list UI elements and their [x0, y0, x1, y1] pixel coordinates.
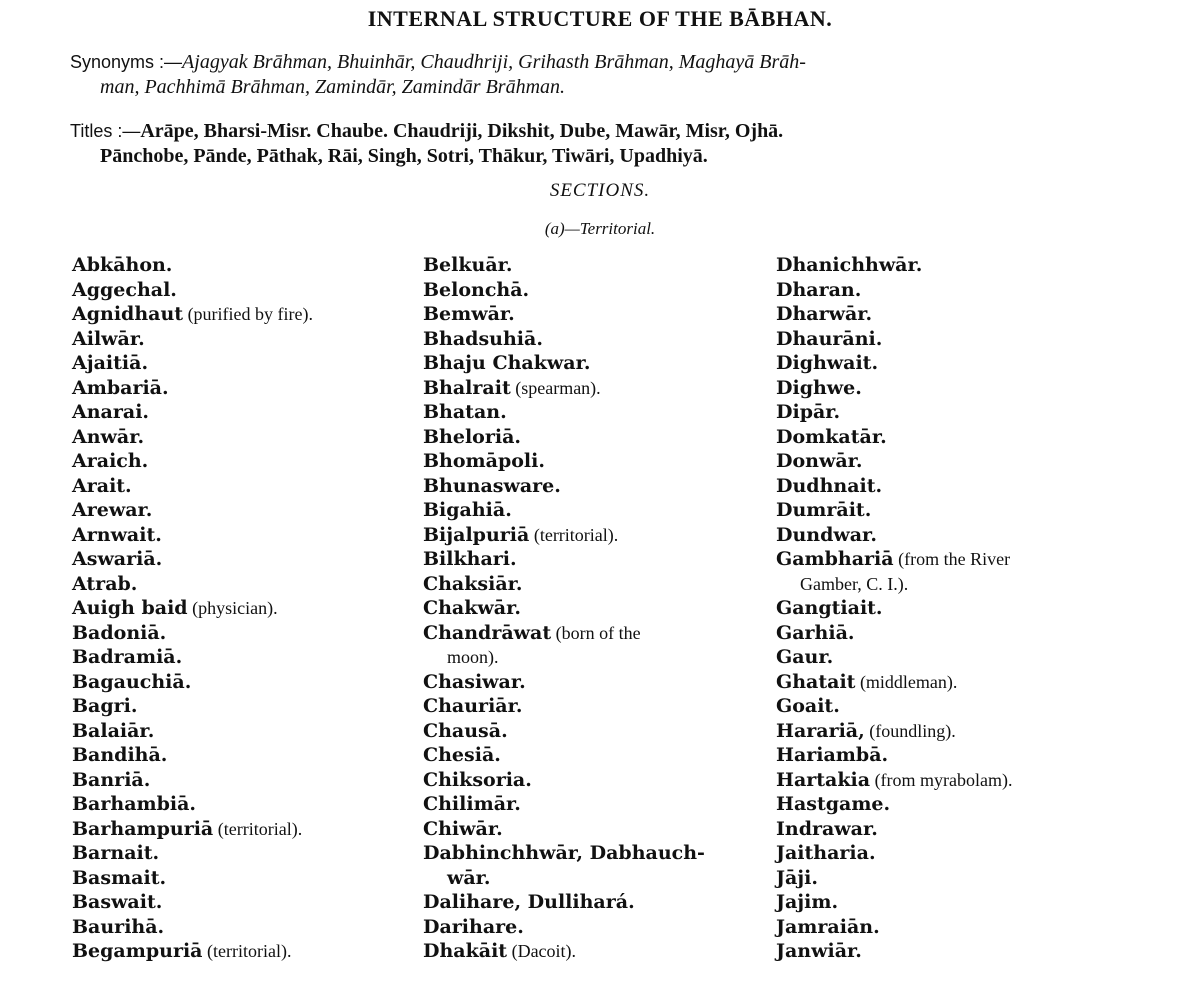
- section-entry: [423, 817, 758, 842]
- synonyms-text-line2: man, Pachhimā Brāhman, Zamindār, Zamindār Brāhman.: [100, 76, 566, 98]
- section-name: Aggechal.: [72, 278, 177, 301]
- section-entry: [423, 523, 758, 548]
- section-entry: [776, 817, 1118, 842]
- synonyms-label: Synonyms :—: [70, 52, 183, 72]
- section-entry: [776, 351, 1118, 376]
- section-entry: [72, 400, 402, 425]
- section-note: (born of the: [551, 622, 641, 643]
- section-name: Jaitharia.: [776, 842, 876, 864]
- section-name: Chilimār.: [423, 793, 521, 815]
- section-name: Chandrāwat: [423, 621, 552, 644]
- section-entry: [423, 327, 758, 352]
- section-entry: [776, 890, 1118, 915]
- section-entry: [423, 768, 758, 793]
- section-entry: [776, 498, 1118, 523]
- section-name: Arnwait.: [72, 523, 162, 546]
- section-entry: [72, 596, 402, 621]
- section-name: Chauriār.: [423, 695, 523, 717]
- section-name: Dharan.: [776, 278, 862, 301]
- section-name: Bagri.: [72, 695, 138, 717]
- section-name: Barhambiā.: [72, 793, 197, 815]
- section-name: Chausā.: [423, 719, 508, 742]
- section-name: Dhakāit: [423, 940, 508, 962]
- section-entry: [72, 376, 402, 401]
- section-name: Bemwār.: [423, 303, 515, 325]
- section-entry: [72, 621, 402, 646]
- section-name: Bhadsuhiā.: [423, 327, 543, 350]
- section-name: Bhatan.: [423, 401, 507, 423]
- section-note-continuation: moon).: [447, 647, 499, 667]
- section-name: Dharwār.: [776, 303, 873, 325]
- section-entry: [72, 694, 402, 719]
- section-entry: [423, 670, 758, 695]
- section-entry: [776, 621, 1118, 646]
- section-name: Dabhinchhwār, Dabhauch-: [423, 842, 705, 864]
- section-name: Abkāhon.: [72, 254, 173, 276]
- section-note: (middleman).: [855, 671, 958, 692]
- titles-label: Titles :—: [70, 121, 141, 141]
- section-note: (territorial).: [213, 818, 303, 839]
- section-name: Jāji.: [776, 866, 819, 889]
- section-entry: [72, 670, 402, 695]
- section-name: Janwiār.: [776, 940, 862, 962]
- section-note: (spearman).: [510, 377, 601, 398]
- section-entry: [423, 351, 758, 376]
- section-name: Arait.: [72, 474, 132, 497]
- section-entry: [72, 351, 402, 376]
- sections-column-2: [423, 253, 758, 964]
- section-name: Bijalpuriā: [423, 523, 530, 546]
- section-entry: [776, 474, 1118, 499]
- section-name: Gangtiait.: [776, 597, 883, 619]
- titles-paragraph: [70, 119, 1120, 169]
- section-name: Hariambā.: [776, 744, 889, 766]
- section-name: Auigh baid: [72, 597, 188, 619]
- section-entry: [423, 498, 758, 523]
- section-name: Dudhnait.: [776, 474, 883, 497]
- section-entry: [72, 253, 402, 278]
- section-entry: [72, 890, 402, 915]
- section-name: Chiksoria.: [423, 768, 532, 791]
- synonyms-paragraph: [70, 50, 1120, 100]
- section-name: Harariā,: [776, 719, 865, 742]
- section-entry: [72, 474, 402, 499]
- section-name: Jajim.: [776, 891, 839, 913]
- section-name: Barnait.: [72, 842, 160, 864]
- section-name: Jamraiān.: [776, 915, 880, 938]
- section-name: Darihare.: [423, 915, 524, 938]
- section-name: Indrawar.: [776, 817, 878, 840]
- section-entry: [776, 327, 1118, 352]
- section-entry: [776, 449, 1118, 474]
- section-entry: [423, 621, 758, 670]
- section-entry: [776, 694, 1118, 719]
- section-name: Chiwār.: [423, 817, 503, 840]
- section-name: Begampuriā: [72, 940, 203, 962]
- section-name: Bhomāpoli.: [423, 450, 545, 472]
- section-name: Goait.: [776, 695, 840, 717]
- territorial-subheading: (a)—Territorial.: [544, 219, 656, 238]
- section-name: Baurihā.: [72, 915, 165, 938]
- synonyms-text-line1: Ajagyak Brāhman, Bhuinhār, Chaudhriji, Grihasth Brāhman, Maghayā Brāh-: [182, 51, 806, 73]
- section-name: Dighwe.: [776, 376, 862, 399]
- section-name-continuation: wār.: [447, 866, 491, 889]
- section-entry: [776, 278, 1118, 303]
- section-name: Bagauchiā.: [72, 670, 192, 693]
- section-entry: [776, 841, 1118, 866]
- section-entry: [423, 694, 758, 719]
- section-entry: [776, 670, 1118, 695]
- section-note: (physician).: [187, 598, 278, 618]
- section-entry: [423, 425, 758, 450]
- section-note: (foundling).: [864, 720, 956, 741]
- section-name: Belonchā.: [423, 278, 530, 301]
- section-entry: [776, 376, 1118, 401]
- section-entry: [72, 939, 402, 964]
- section-name: Anarai.: [72, 401, 150, 423]
- titles-text-line2: Pānchobe, Pānde, Pāthak, Rāi, Singh, Sotri, Thākur, Tiwāri, Upadhiyā.: [100, 145, 708, 167]
- section-entry: [72, 915, 402, 940]
- section-name: Chaksiār.: [423, 572, 523, 595]
- section-entry: [423, 743, 758, 768]
- section-name: Badramiā.: [72, 646, 183, 668]
- section-name: Donwār.: [776, 450, 863, 472]
- section-name: Ajaitiā.: [72, 352, 149, 374]
- section-entry: [72, 841, 402, 866]
- section-entry: [72, 572, 402, 597]
- section-entry: [776, 866, 1118, 891]
- section-entry: [423, 596, 758, 621]
- section-name: Gambhariā: [776, 548, 894, 570]
- section-entry: [72, 645, 402, 670]
- section-name: Balaiār.: [72, 719, 155, 742]
- section-note: (Dacoit).: [507, 941, 577, 961]
- section-entry: [423, 400, 758, 425]
- section-name: Anwār.: [72, 425, 145, 448]
- section-entry: [72, 523, 402, 548]
- section-entry: [423, 572, 758, 597]
- section-entry: [776, 915, 1118, 940]
- section-name: Hastgame.: [776, 793, 891, 815]
- section-entry: [423, 841, 758, 890]
- section-entry: [776, 596, 1118, 621]
- section-entry: [776, 547, 1118, 596]
- section-entry: [776, 425, 1118, 450]
- section-name: Banriā.: [72, 768, 151, 791]
- section-entry: [776, 792, 1118, 817]
- section-entry: [776, 719, 1118, 744]
- section-entry: [423, 890, 758, 915]
- section-entry: [776, 743, 1118, 768]
- section-name: Ghatait: [776, 670, 856, 693]
- titles-text-line1: Arāpe, Bharsi-Misr. Chaube. Chaudriji, Dikshit, Dube, Mawār, Misr, Ojhā.: [140, 120, 784, 142]
- section-entry: [423, 302, 758, 327]
- section-entry: [776, 253, 1118, 278]
- section-name: Dalihare, Dullihará.: [423, 891, 635, 913]
- section-name: Chasiwar.: [423, 670, 526, 693]
- section-name: Chakwār.: [423, 597, 521, 619]
- section-name: Chesiā.: [423, 744, 501, 766]
- section-entry: [776, 768, 1118, 793]
- section-entry: [72, 743, 402, 768]
- section-name: Atrab.: [72, 572, 138, 595]
- section-name: Garhiā.: [776, 621, 855, 644]
- section-entry: [423, 253, 758, 278]
- section-entry: [776, 302, 1118, 327]
- section-entry: [776, 939, 1118, 964]
- section-entry: [423, 449, 758, 474]
- section-name: Aswariā.: [72, 548, 163, 570]
- section-note: (purified by fire).: [183, 304, 314, 324]
- section-entry: [776, 645, 1118, 670]
- section-entry: [72, 768, 402, 793]
- section-name: Bhaju Chakwar.: [423, 352, 591, 374]
- section-entry: [423, 915, 758, 940]
- section-name: Bhunasware.: [423, 474, 561, 497]
- sections-heading: SECTIONS.: [549, 180, 651, 201]
- section-name: Ambariā.: [72, 376, 169, 399]
- section-entry: [72, 449, 402, 474]
- section-note-continuation: Gamber, C. I.).: [800, 573, 909, 594]
- section-name: Baswait.: [72, 891, 163, 913]
- section-name: Dumrāit.: [776, 499, 872, 521]
- section-entry: [72, 327, 402, 352]
- section-name: Bheloriā.: [423, 425, 522, 448]
- section-name: Basmait.: [72, 866, 167, 889]
- section-name: Dhaurāni.: [776, 327, 883, 350]
- section-name: Barhampuriā: [72, 817, 214, 840]
- section-name: Belkuār.: [423, 254, 513, 276]
- section-name: Ailwār.: [72, 327, 145, 350]
- section-name: Agnidhaut: [72, 303, 184, 325]
- section-entry: [423, 792, 758, 817]
- section-name: Arewar.: [72, 499, 153, 521]
- section-entry: [72, 792, 402, 817]
- section-entry: [72, 817, 402, 842]
- section-name: Araich.: [72, 450, 149, 472]
- section-entry: [776, 523, 1118, 548]
- section-entry: [72, 278, 402, 303]
- section-entry: [423, 939, 758, 964]
- section-entry: [72, 866, 402, 891]
- section-entry: [423, 547, 758, 572]
- section-name: Bhalrait: [423, 376, 511, 399]
- section-note: (territorial).: [529, 524, 619, 545]
- section-note: (territorial).: [202, 941, 292, 961]
- section-name: Dhanichhwār.: [776, 254, 923, 276]
- section-name: Bigahiā.: [423, 499, 512, 521]
- section-name: Badoniā.: [72, 621, 167, 644]
- section-name: Hartakia: [776, 768, 871, 791]
- section-entry: [776, 400, 1118, 425]
- section-name: Bilkhari.: [423, 548, 517, 570]
- section-entry: [423, 474, 758, 499]
- section-note: (from myrabolam).: [870, 769, 1013, 790]
- section-name: Domkatār.: [776, 425, 887, 448]
- section-entry: [72, 425, 402, 450]
- section-entry: [72, 547, 402, 572]
- section-name: Gaur.: [776, 646, 834, 668]
- section-entry: [423, 278, 758, 303]
- section-entry: [72, 302, 402, 327]
- section-entry: [423, 376, 758, 401]
- section-name: Bandihā.: [72, 744, 168, 766]
- section-note: (from the River: [893, 549, 1011, 569]
- section-name: Dipār.: [776, 401, 841, 423]
- section-entry: [72, 719, 402, 744]
- sections-column-3: [776, 253, 1118, 964]
- section-entry: [72, 498, 402, 523]
- sections-column-1: [72, 253, 402, 964]
- section-name: Dundwar.: [776, 523, 877, 546]
- page-title: INTERNAL STRUCTURE OF THE BĀBHAN.: [367, 6, 833, 31]
- section-entry: [423, 719, 758, 744]
- section-name: Dighwait.: [776, 352, 879, 374]
